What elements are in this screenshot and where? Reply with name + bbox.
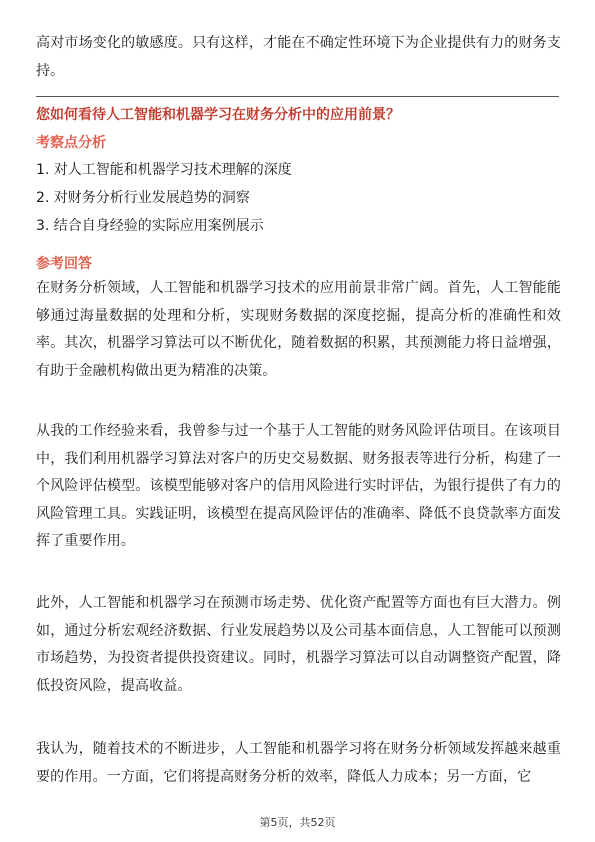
analysis-point: 2. 对财务分析行业发展趋势的洞察	[36, 190, 250, 206]
analysis-point: 3. 结合自身经验的实际应用案例展示	[36, 218, 264, 234]
analysis-heading: 考察点分析	[36, 135, 106, 151]
answer-heading: 参考回答	[36, 256, 92, 272]
answer-paragraph: 在财务分析领域，人工智能和机器学习技术的应用前景非常广阔。首先，人工智能能够通过海量数据的处理和分析，实现财务数据的深度挖掘，提高分析的准确性和效率。其次，机器学习算法可以不断优化，随着数据的积累，其预测能力将日益增强，有助于金融机构做出更为精准的决策。	[36, 280, 561, 379]
answer-paragraph: 从我的工作经验来看，我曾参与过一个基于人工智能的财务风险评估项目。在该项目中，我们利用机器学习算法对客户的历史交易数据、财务报表等进行分析，构建了一个风险评估模型。该模型能够对客户的信用风险进行实时评估，为银行提供了有力的风险管理工具。实践证明，该模型在提高风险评估的准确率、降低不良贷款率方面发挥了重要作用。	[36, 423, 561, 549]
page-number-footer: 第5页，共52页	[259, 816, 336, 829]
section-divider	[36, 96, 559, 97]
question-title: 您如何看待人工智能和机器学习在财务分析中的应用前景？	[36, 107, 400, 123]
answer-paragraph: 此外，人工智能和机器学习在预测市场走势、优化资产配置等方面也有巨大潜力。例如，通过分析宏观经济数据、行业发展趋势以及公司基本面信息，人工智能可以预测市场趋势，为投资者提供投资建议。同时，机器学习算法可以自动调整资产配置，降低投资风险，提高收益。	[36, 595, 561, 694]
analysis-point: 1. 对人工智能和机器学习技术理解的深度	[36, 162, 292, 178]
answer-paragraph: 我认为，随着技术的不断进步，人工智能和机器学习将在财务分析领域发挥越来越重要的作用。一方面，它们将提高财务分析的效率，降低人力成本；另一方面，它	[36, 741, 561, 785]
intro-paragraph: 高对市场变化的敏感度。只有这样，才能在不确定性环境下为企业提供有力的财务支持。	[36, 35, 561, 79]
